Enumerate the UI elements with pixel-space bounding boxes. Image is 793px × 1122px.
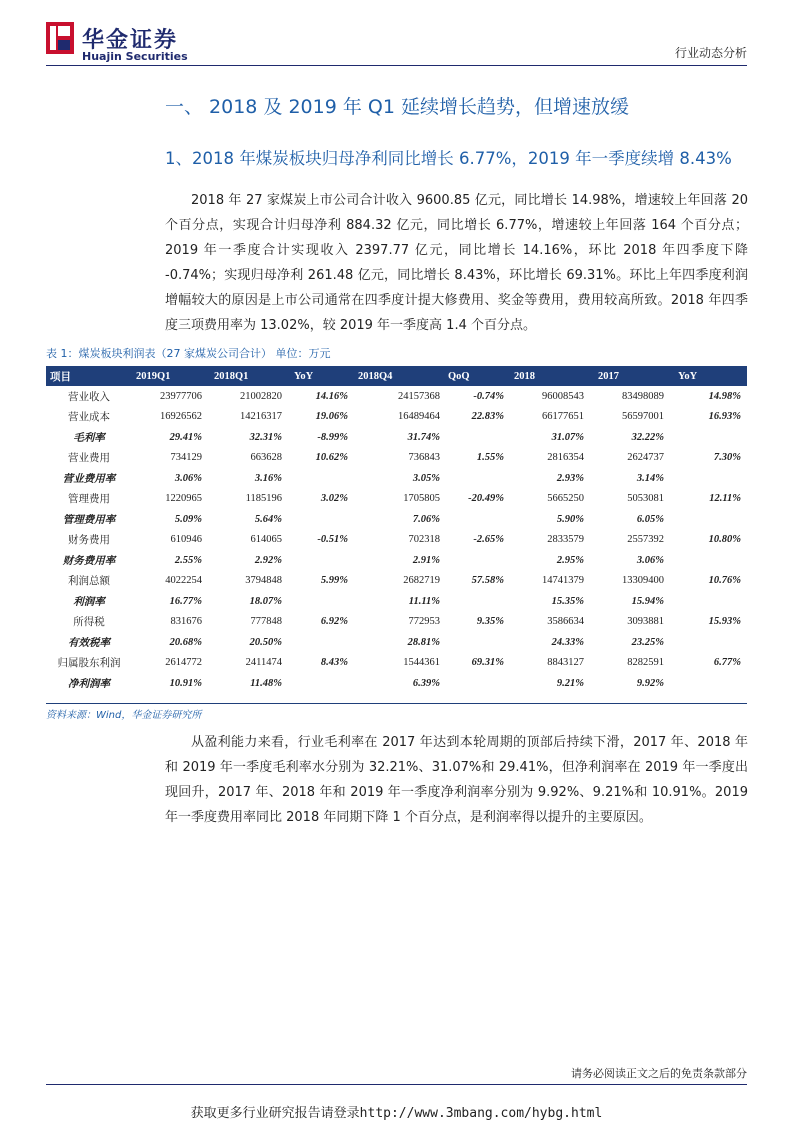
table-cell: 32.31% bbox=[249, 431, 282, 443]
table-row bbox=[46, 386, 747, 407]
table-cell: 6.39% bbox=[412, 677, 440, 689]
table-row bbox=[46, 571, 747, 592]
table-row bbox=[46, 530, 747, 551]
table-row bbox=[46, 407, 747, 428]
table-cell: 2.92% bbox=[254, 554, 282, 566]
table-row bbox=[46, 550, 747, 571]
huajin-logo-icon bbox=[46, 22, 74, 54]
table-cell: 24157368 bbox=[398, 390, 440, 402]
table-cell bbox=[444, 509, 510, 530]
table-cell bbox=[444, 632, 510, 653]
table-cell: 3.06% bbox=[174, 472, 202, 484]
table-cell: 5.09% bbox=[174, 513, 202, 525]
table-cell: 8.43% bbox=[320, 657, 348, 669]
subsection-title: 1、2018 年煤炭板块归母净利同比增长 6.77%，2019 年一季度续增 8.43% bbox=[165, 149, 732, 168]
table-cell: 2411474 bbox=[245, 657, 282, 669]
table-cell: 11.11% bbox=[408, 595, 440, 607]
table-cell bbox=[674, 550, 747, 571]
table-cell: 10.80% bbox=[708, 534, 741, 546]
table-cell: 10.76% bbox=[708, 575, 741, 587]
table-cell: 734129 bbox=[170, 452, 202, 464]
table-cell: 3.05% bbox=[412, 472, 440, 484]
logo-english-name: Huajin Securities bbox=[82, 50, 188, 63]
table-cell: 15.94% bbox=[631, 595, 664, 607]
column-header: 2019Q1 bbox=[132, 366, 210, 386]
table-cell: 18.07% bbox=[249, 595, 282, 607]
table-cell: 15.35% bbox=[551, 595, 584, 607]
row-label: 归属股东利润 bbox=[57, 658, 121, 670]
table-cell bbox=[674, 509, 747, 530]
table-cell: -0.51% bbox=[317, 534, 348, 546]
table-cell: 702318 bbox=[408, 534, 440, 546]
table-cell: 13309400 bbox=[622, 575, 664, 587]
table-cell: 5.99% bbox=[320, 575, 348, 587]
table-cell bbox=[290, 509, 354, 530]
table-row bbox=[46, 509, 747, 530]
table-cell: 9.92% bbox=[636, 677, 664, 689]
table-cell: -2.65% bbox=[473, 534, 504, 546]
table-row bbox=[46, 427, 747, 448]
table-cell: 16.77% bbox=[169, 595, 202, 607]
table-cell: 3.06% bbox=[636, 554, 664, 566]
table-cell: 1185196 bbox=[245, 493, 282, 505]
table-cell: -0.74% bbox=[473, 390, 504, 402]
column-header: QoQ bbox=[444, 366, 510, 386]
table-cell: 28.81% bbox=[407, 636, 440, 648]
table-cell: 69.31% bbox=[471, 657, 504, 669]
table-cell: 31.74% bbox=[407, 431, 440, 443]
table-cell: 8843127 bbox=[547, 657, 584, 669]
table-cell bbox=[674, 468, 747, 489]
table-cell: 2.91% bbox=[412, 554, 440, 566]
table-cell: 20.50% bbox=[249, 636, 282, 648]
table-header-row bbox=[46, 366, 747, 386]
table-cell: 14.98% bbox=[708, 390, 741, 402]
table-row bbox=[46, 673, 747, 694]
table-cell bbox=[444, 550, 510, 571]
table-cell: 29.41% bbox=[169, 431, 202, 443]
table-cell: 736843 bbox=[408, 452, 440, 464]
table-cell: 10.91% bbox=[169, 677, 202, 689]
row-label: 所得税 bbox=[73, 617, 105, 629]
table-cell: 3093881 bbox=[627, 616, 664, 628]
table-cell: 21002820 bbox=[240, 390, 282, 402]
table-cell bbox=[290, 632, 354, 653]
table-cell: 56597001 bbox=[622, 411, 664, 423]
table-cell: 23977706 bbox=[160, 390, 202, 402]
table-cell bbox=[290, 468, 354, 489]
row-label: 财务费用 bbox=[68, 535, 110, 547]
row-label: 营业收入 bbox=[68, 391, 110, 403]
row-label: 净利润率 bbox=[68, 678, 110, 690]
body-paragraph-1: 2018 年 27 家煤炭上市公司合计收入 9600.85 亿元，同比增长 14.98%，增速较上年回落 20 个百分点，实现合计归母净利 884.32 亿元，同比增长 6.77%，增速较上年回落 164 个百分点；2019 年一季度合计实现收入 2397.77 亿元，同比增长 14.16%，环比 2018 年四季度下降 -0.74%；实现归母净利 261.48 亿元，同比增长 8.43%，环比增长 69.31%。环比上年四季度利润增幅较大的原因是上市公司通常在四季度计提大修费用、奖金等费用，费用较高所致。2018 年四季度三项费用率为 13.02%，较 2019 年一季度高 1.4 个百分点。 bbox=[165, 193, 748, 333]
table-cell: 10.62% bbox=[315, 452, 348, 464]
profit-table bbox=[46, 366, 747, 694]
table-cell: 614065 bbox=[250, 534, 282, 546]
table-cell bbox=[290, 550, 354, 571]
table-cell: 96008543 bbox=[542, 390, 584, 402]
body-paragraph-2: 从盈利能力来看，行业毛利率在 2017 年达到本轮周期的顶部后持续下滑，2017 年、2018 年和 2019 年一季度毛利率水分别为 32.21%、31.07%和 29.41%，但净利润率在 2019 年一季度出现回升，2017 年、2018 年和 2019 年一季度净利润率分别为 9.92%、9.21%和 10.91%。2019 年一季度费用率同比 2018 年同期下降 1 个百分点，是利润率得以提升的主要原因。 bbox=[165, 735, 748, 825]
table-cell: 5053081 bbox=[627, 493, 664, 505]
table-cell: 2624737 bbox=[627, 452, 664, 464]
table-cell bbox=[674, 591, 747, 612]
table-cell: 16926562 bbox=[160, 411, 202, 423]
row-label: 营业费用 bbox=[68, 453, 110, 465]
row-label: 有效税率 bbox=[68, 637, 110, 649]
row-label: 毛利率 bbox=[73, 432, 105, 444]
table-cell: 3794848 bbox=[245, 575, 282, 587]
table-cell: 2557392 bbox=[627, 534, 664, 546]
table-cell: 2682719 bbox=[403, 575, 440, 587]
header-divider bbox=[46, 65, 747, 66]
table-cell: 831676 bbox=[170, 616, 202, 628]
column-header: 2017 bbox=[594, 366, 674, 386]
table-cell: 14.16% bbox=[315, 390, 348, 402]
column-header: 2018 bbox=[510, 366, 594, 386]
table-cell bbox=[444, 673, 510, 694]
table-cell: 24.33% bbox=[551, 636, 584, 648]
table-cell: 66177651 bbox=[542, 411, 584, 423]
report-download-link[interactable]: 获取更多行业研究报告请登录http://www.3mbang.com/hybg.html bbox=[190, 1106, 603, 1121]
table-cell: 1544361 bbox=[403, 657, 440, 669]
table-cell: 6.05% bbox=[636, 513, 664, 525]
table-cell: 32.22% bbox=[631, 431, 664, 443]
table-cell bbox=[674, 673, 747, 694]
table-cell bbox=[444, 591, 510, 612]
logo-chinese-name: 华金证券 bbox=[82, 28, 179, 53]
table-bottom-rule bbox=[46, 703, 747, 704]
row-label: 财务费用率 bbox=[62, 555, 116, 567]
table-cell bbox=[290, 591, 354, 612]
table-cell: 20.68% bbox=[169, 636, 202, 648]
table-cell: 23.25% bbox=[631, 636, 664, 648]
row-label: 管理费用率 bbox=[62, 514, 116, 526]
table-cell bbox=[290, 673, 354, 694]
table-cell: 14741379 bbox=[542, 575, 584, 587]
column-header: YoY bbox=[674, 366, 747, 386]
table-cell: 2.55% bbox=[174, 554, 202, 566]
table-cell: 2.93% bbox=[556, 472, 584, 484]
table-cell: 1705805 bbox=[403, 493, 440, 505]
table-cell: 6.77% bbox=[713, 657, 741, 669]
table-cell: 3.16% bbox=[254, 472, 282, 484]
table-cell: 19.06% bbox=[315, 411, 348, 423]
table-cell bbox=[674, 427, 747, 448]
table-cell: 772953 bbox=[408, 616, 440, 628]
column-header: YoY bbox=[290, 366, 354, 386]
report-type-label: 行业动态分析 bbox=[674, 46, 747, 60]
table-cell: 11.48% bbox=[250, 677, 282, 689]
table-cell: 16.93% bbox=[708, 411, 741, 423]
section-title: 一、 2018 及 2019 年 Q1 延续增长趋势，但增速放缓 bbox=[165, 96, 629, 118]
table-cell: -20.49% bbox=[468, 493, 504, 505]
table-source-note: 资料来源：Wind，华金证券研究所 bbox=[46, 710, 202, 721]
table-cell: 22.83% bbox=[471, 411, 504, 423]
table-cell bbox=[674, 632, 747, 653]
table-cell: 83498089 bbox=[622, 390, 664, 402]
table-cell: 5.64% bbox=[254, 513, 282, 525]
row-label: 利润总额 bbox=[68, 576, 110, 588]
table-caption: 表 1：煤炭板块利润表（27 家煤炭公司合计） 单位：万元 bbox=[46, 347, 331, 360]
table-cell: 610946 bbox=[170, 534, 202, 546]
table-cell: 12.11% bbox=[709, 493, 741, 505]
table-cell: 777848 bbox=[250, 616, 282, 628]
table-row bbox=[46, 591, 747, 612]
table-cell: 2614772 bbox=[165, 657, 202, 669]
column-header: 2018Q4 bbox=[354, 366, 444, 386]
table-row bbox=[46, 448, 747, 469]
table-row bbox=[46, 653, 747, 674]
disclaimer-note: 请务必阅读正文之后的免责条款部分 bbox=[571, 1067, 747, 1080]
table-cell: 7.06% bbox=[412, 513, 440, 525]
table-cell: 9.35% bbox=[476, 616, 504, 628]
row-label: 利润率 bbox=[73, 596, 105, 608]
table-row bbox=[46, 468, 747, 489]
row-label: 管理费用 bbox=[68, 494, 110, 506]
table-cell: 9.21% bbox=[556, 677, 584, 689]
table-cell bbox=[444, 427, 510, 448]
table-cell: -8.99% bbox=[317, 431, 348, 443]
table-row bbox=[46, 612, 747, 633]
table-cell: 663628 bbox=[250, 452, 282, 464]
table-cell: 31.07% bbox=[551, 431, 584, 443]
table-cell: 1220965 bbox=[165, 493, 202, 505]
row-label: 营业成本 bbox=[68, 412, 110, 424]
table-cell: 3.02% bbox=[320, 493, 348, 505]
table-cell: 4022254 bbox=[165, 575, 202, 587]
row-label: 营业费用率 bbox=[62, 473, 116, 485]
table-cell: 3.14% bbox=[636, 472, 664, 484]
table-cell: 16489464 bbox=[398, 411, 440, 423]
table-cell: 2816354 bbox=[547, 452, 584, 464]
table-row bbox=[46, 632, 747, 653]
table-cell: 2833579 bbox=[547, 534, 584, 546]
table-cell bbox=[444, 468, 510, 489]
table-cell: 5.90% bbox=[556, 513, 584, 525]
table-cell: 8282591 bbox=[627, 657, 664, 669]
table-cell: 6.92% bbox=[320, 616, 348, 628]
table-cell: 1.55% bbox=[476, 452, 504, 464]
table-cell: 15.93% bbox=[708, 616, 741, 628]
table-row bbox=[46, 489, 747, 510]
table-cell: 14216317 bbox=[240, 411, 282, 423]
table-cell: 57.58% bbox=[471, 575, 504, 587]
table-cell: 5665250 bbox=[547, 493, 584, 505]
table-cell: 3586634 bbox=[547, 616, 584, 628]
table-cell: 2.95% bbox=[556, 554, 584, 566]
footer-divider bbox=[46, 1084, 747, 1085]
column-header: 项目 bbox=[46, 366, 132, 386]
table-cell: 7.30% bbox=[713, 452, 741, 464]
column-header: 2018Q1 bbox=[210, 366, 290, 386]
